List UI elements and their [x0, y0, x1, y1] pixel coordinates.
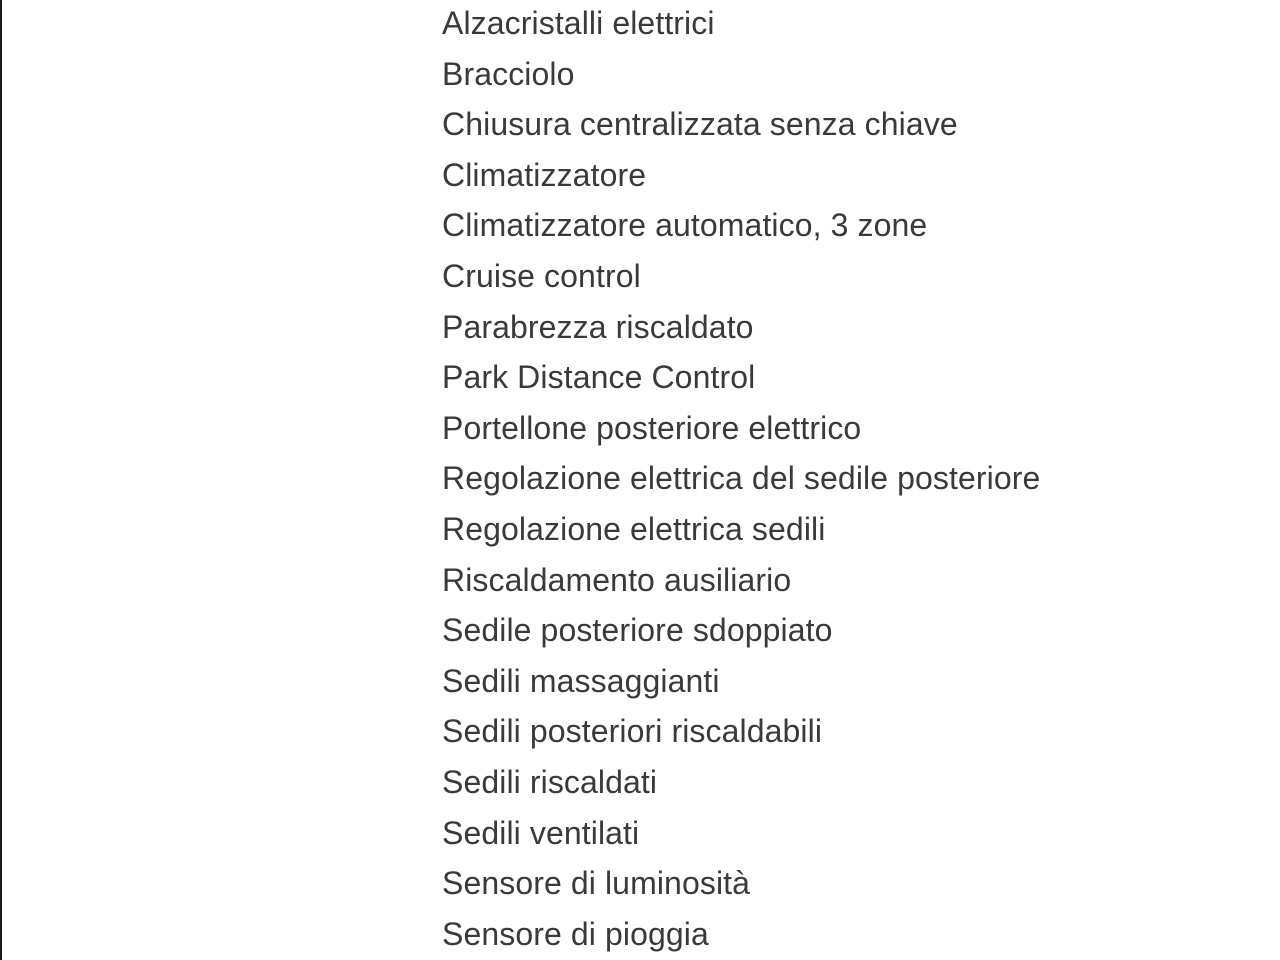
list-item: Sensore di luminosità — [442, 865, 751, 902]
list-item: Chiusura centralizzata senza chiave — [442, 106, 958, 143]
list-item: Sedili massaggianti — [442, 662, 720, 699]
list-item: Sensore di pioggia — [442, 915, 709, 952]
list-item: Sedili ventilati — [442, 814, 640, 851]
list-item: Alzacristalli elettrici — [442, 5, 715, 41]
list-item: Sedile posteriore sdoppiato — [442, 612, 833, 649]
list-item: Regolazione elettrica del sedile posteriore — [442, 460, 1041, 497]
list-item: Climatizzatore — [442, 156, 647, 193]
list-item: Regolazione elettrica sedili — [442, 510, 826, 547]
list-item: Sedili posteriori riscaldabili — [442, 713, 823, 750]
list-item: Cruise control — [442, 257, 641, 294]
list-item: Bracciolo — [442, 55, 575, 92]
list-item: Sedili riscaldati — [442, 763, 658, 800]
list-item: Climatizzatore automatico, 3 zone — [442, 207, 928, 244]
list-item: Riscaldamento ausiliario — [442, 561, 792, 598]
list-item: Portellone posteriore elettrico — [442, 409, 862, 446]
list-item: Park Distance Control — [442, 359, 756, 396]
list-item: Parabrezza riscaldato — [442, 308, 754, 345]
feature-list — [442, 0, 1040, 959]
